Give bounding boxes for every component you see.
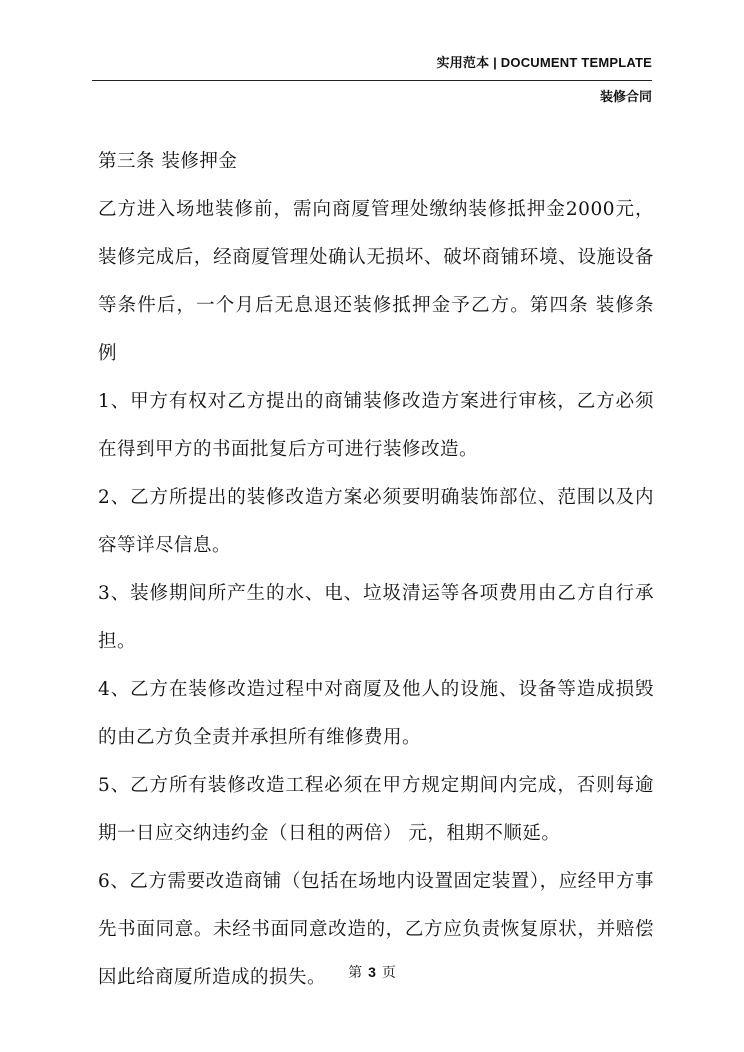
page-number: 3 [368, 964, 376, 980]
page-prefix: 第 [348, 965, 363, 981]
header-title: 实用范本 | DOCUMENT TEMPLATE [436, 55, 652, 70]
page-suffix: 页 [381, 965, 396, 981]
section-heading: 第三条 装修押金 [98, 151, 238, 172]
header-subtitle: 装修合同 [599, 89, 652, 104]
paragraph-deposit: 乙方进入场地装修前，需向商厦管理处缴纳装修抵押金2000元，装修完成后，经商厦管理处确认无损坏、破坏商铺环境、设施设备等条件后，一个月后无息退还装修抵押金予乙方。第四条 装修条例 [98, 199, 654, 364]
header-divider [92, 80, 652, 81]
page-footer [0, 962, 744, 982]
paragraph-clause-1: 1、甲方有权对乙方提出的商铺装修改造方案进行审核，乙方必须在得到甲方的书面批复后方可进行装修改造。 [98, 391, 654, 460]
paragraph-clause-3: 3、装修期间所产生的水、电、垃圾清运等各项费用由乙方自行承担。 [98, 583, 654, 652]
paragraph-clause-4: 4、乙方在装修改造过程中对商厦及他人的设施、设备等造成损毁的由乙方负全责并承担所有维修费用。 [98, 679, 654, 748]
paragraph-clause-5: 5、乙方所有装修改造工程必须在甲方规定期间内完成，否则每逾期一日应交纳违约金（日租的两倍） 元，租期不顺延。 [98, 775, 654, 844]
document-body [98, 138, 654, 1002]
paragraph-clause-2: 2、乙方所提出的装修改造方案必须要明确装饰部位、范围以及内容等详尽信息。 [98, 487, 654, 556]
paragraph-clause-6: 6、乙方需要改造商铺（包括在场地内设置固定装置），应经甲方事先书面同意。未经书面同意改造的，乙方应负责恢复原状，并赔偿因此给商厦所造成的损失。 [98, 871, 654, 988]
